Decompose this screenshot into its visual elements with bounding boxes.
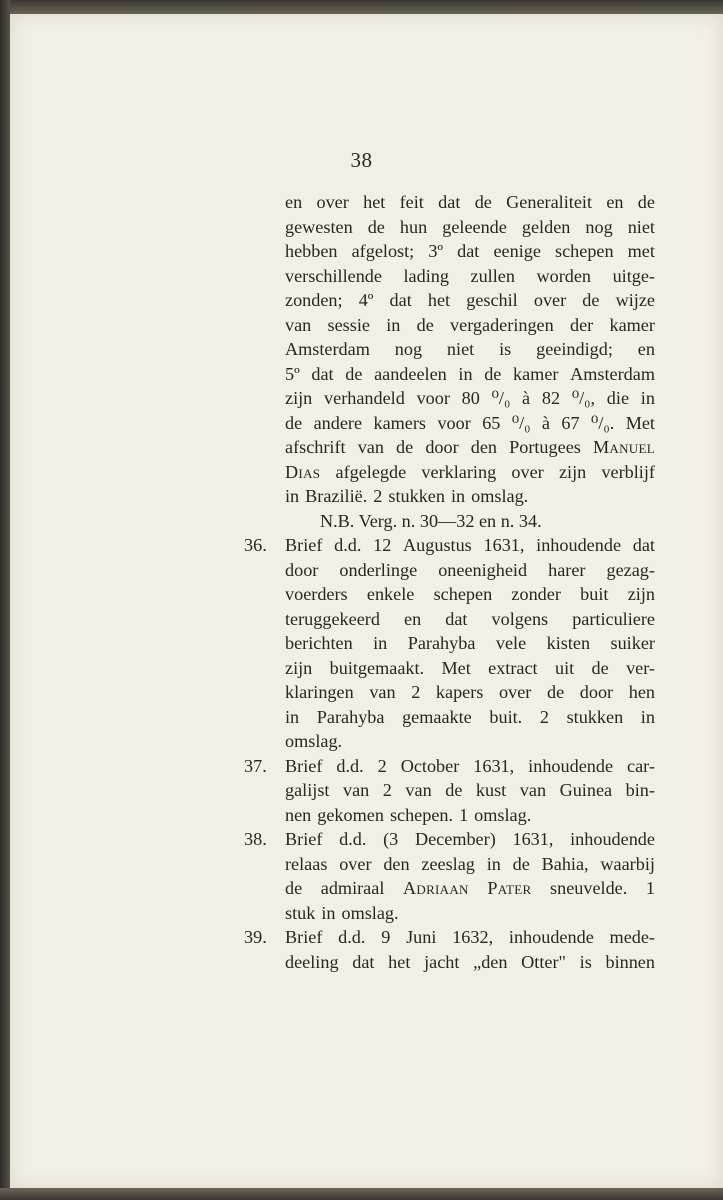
text-line: in Parahyba gemaakte buit. 2 stukken in (285, 706, 655, 727)
text-line: verschillende lading zullen worden uitge- (285, 265, 655, 286)
text-line: teruggekeerd en dat volgens particuliere (285, 608, 655, 629)
text-line: Dias afgelegde verklaring over zijn verblijf (285, 461, 655, 482)
text-line: voerders enkele schepen zonder buit zijn (285, 584, 655, 604)
scan-edge-bottom (0, 1188, 723, 1200)
text-line: omslag. (285, 731, 343, 751)
text-line: berichten in Parahyba vele kisten suiker (285, 633, 655, 653)
entry-number: 37. (244, 755, 267, 776)
entry-number: 39. (244, 927, 267, 947)
text-line: nen gekomen schepen. 1 omslag. (285, 804, 532, 825)
text-line: Brief d.d. 12 Augustus 1631, inhoudende dat (285, 535, 655, 555)
text-line: deeling dat het jacht „den Otter" is binnen (285, 951, 655, 972)
text-line: door onderlinge oneenigheid harer gezag- (285, 559, 655, 580)
text-line: zijn verhandeld voor 80 ⁰/₀ à 82 ⁰/₀, die in (285, 388, 655, 408)
entry-number: 36. (244, 535, 267, 555)
text-line: hebben afgelost; 3º dat eenige schepen met (285, 241, 655, 261)
text-line: de admiraal Adriaan Pater sneuvelde. 1 (285, 878, 655, 898)
text-line: van sessie in de vergaderingen der kamer (285, 314, 655, 335)
scan-edge-left (0, 0, 10, 1200)
reference-note: N.B. Verg. n. 30—32 en n. 34. (320, 510, 542, 531)
text-line: en over het feit dat de Generaliteit en de (285, 192, 655, 212)
entry-number: 38. (244, 829, 267, 849)
text-line: stuk in omslag. (285, 902, 399, 923)
text-line: Brief d.d. 9 Juni 1632, inhoudende mede- (285, 927, 655, 947)
text-line: Amsterdam nog niet is geeindigd; en (285, 339, 655, 359)
text-line: zijn buitgemaakt. Met extract uit de ver- (285, 657, 655, 678)
text-line: klaringen van 2 kapers over de door hen (285, 682, 655, 702)
text-line: Brief d.d. 2 October 1631, inhoudende car- (285, 755, 655, 776)
text-line: galijst van 2 van de kust van Guinea bin- (285, 780, 655, 800)
page-body-text (285, 190, 655, 974)
scan-edge-top (0, 0, 723, 14)
page-number: 38 (350, 148, 373, 172)
text-line: Brief d.d. (3 December) 1631, inhoudende (285, 829, 655, 849)
text-line: de andere kamers voor 65 ⁰/₀ à 67 ⁰/₀. Met (285, 412, 655, 433)
text-line: afschrift van de door den Portugees Manuel (285, 437, 655, 457)
text-line: zonden; 4º dat het geschil over de wijze (285, 290, 655, 310)
text-line: relaas over den zeeslag in de Bahia, waarbij (285, 853, 655, 874)
text-line: 5º dat de aandeelen in de kamer Amsterdam (285, 363, 655, 384)
text-line: gewesten de hun geleende gelden nog niet (285, 216, 655, 237)
text-line: in Brazilië. 2 stukken in omslag. (285, 486, 529, 506)
